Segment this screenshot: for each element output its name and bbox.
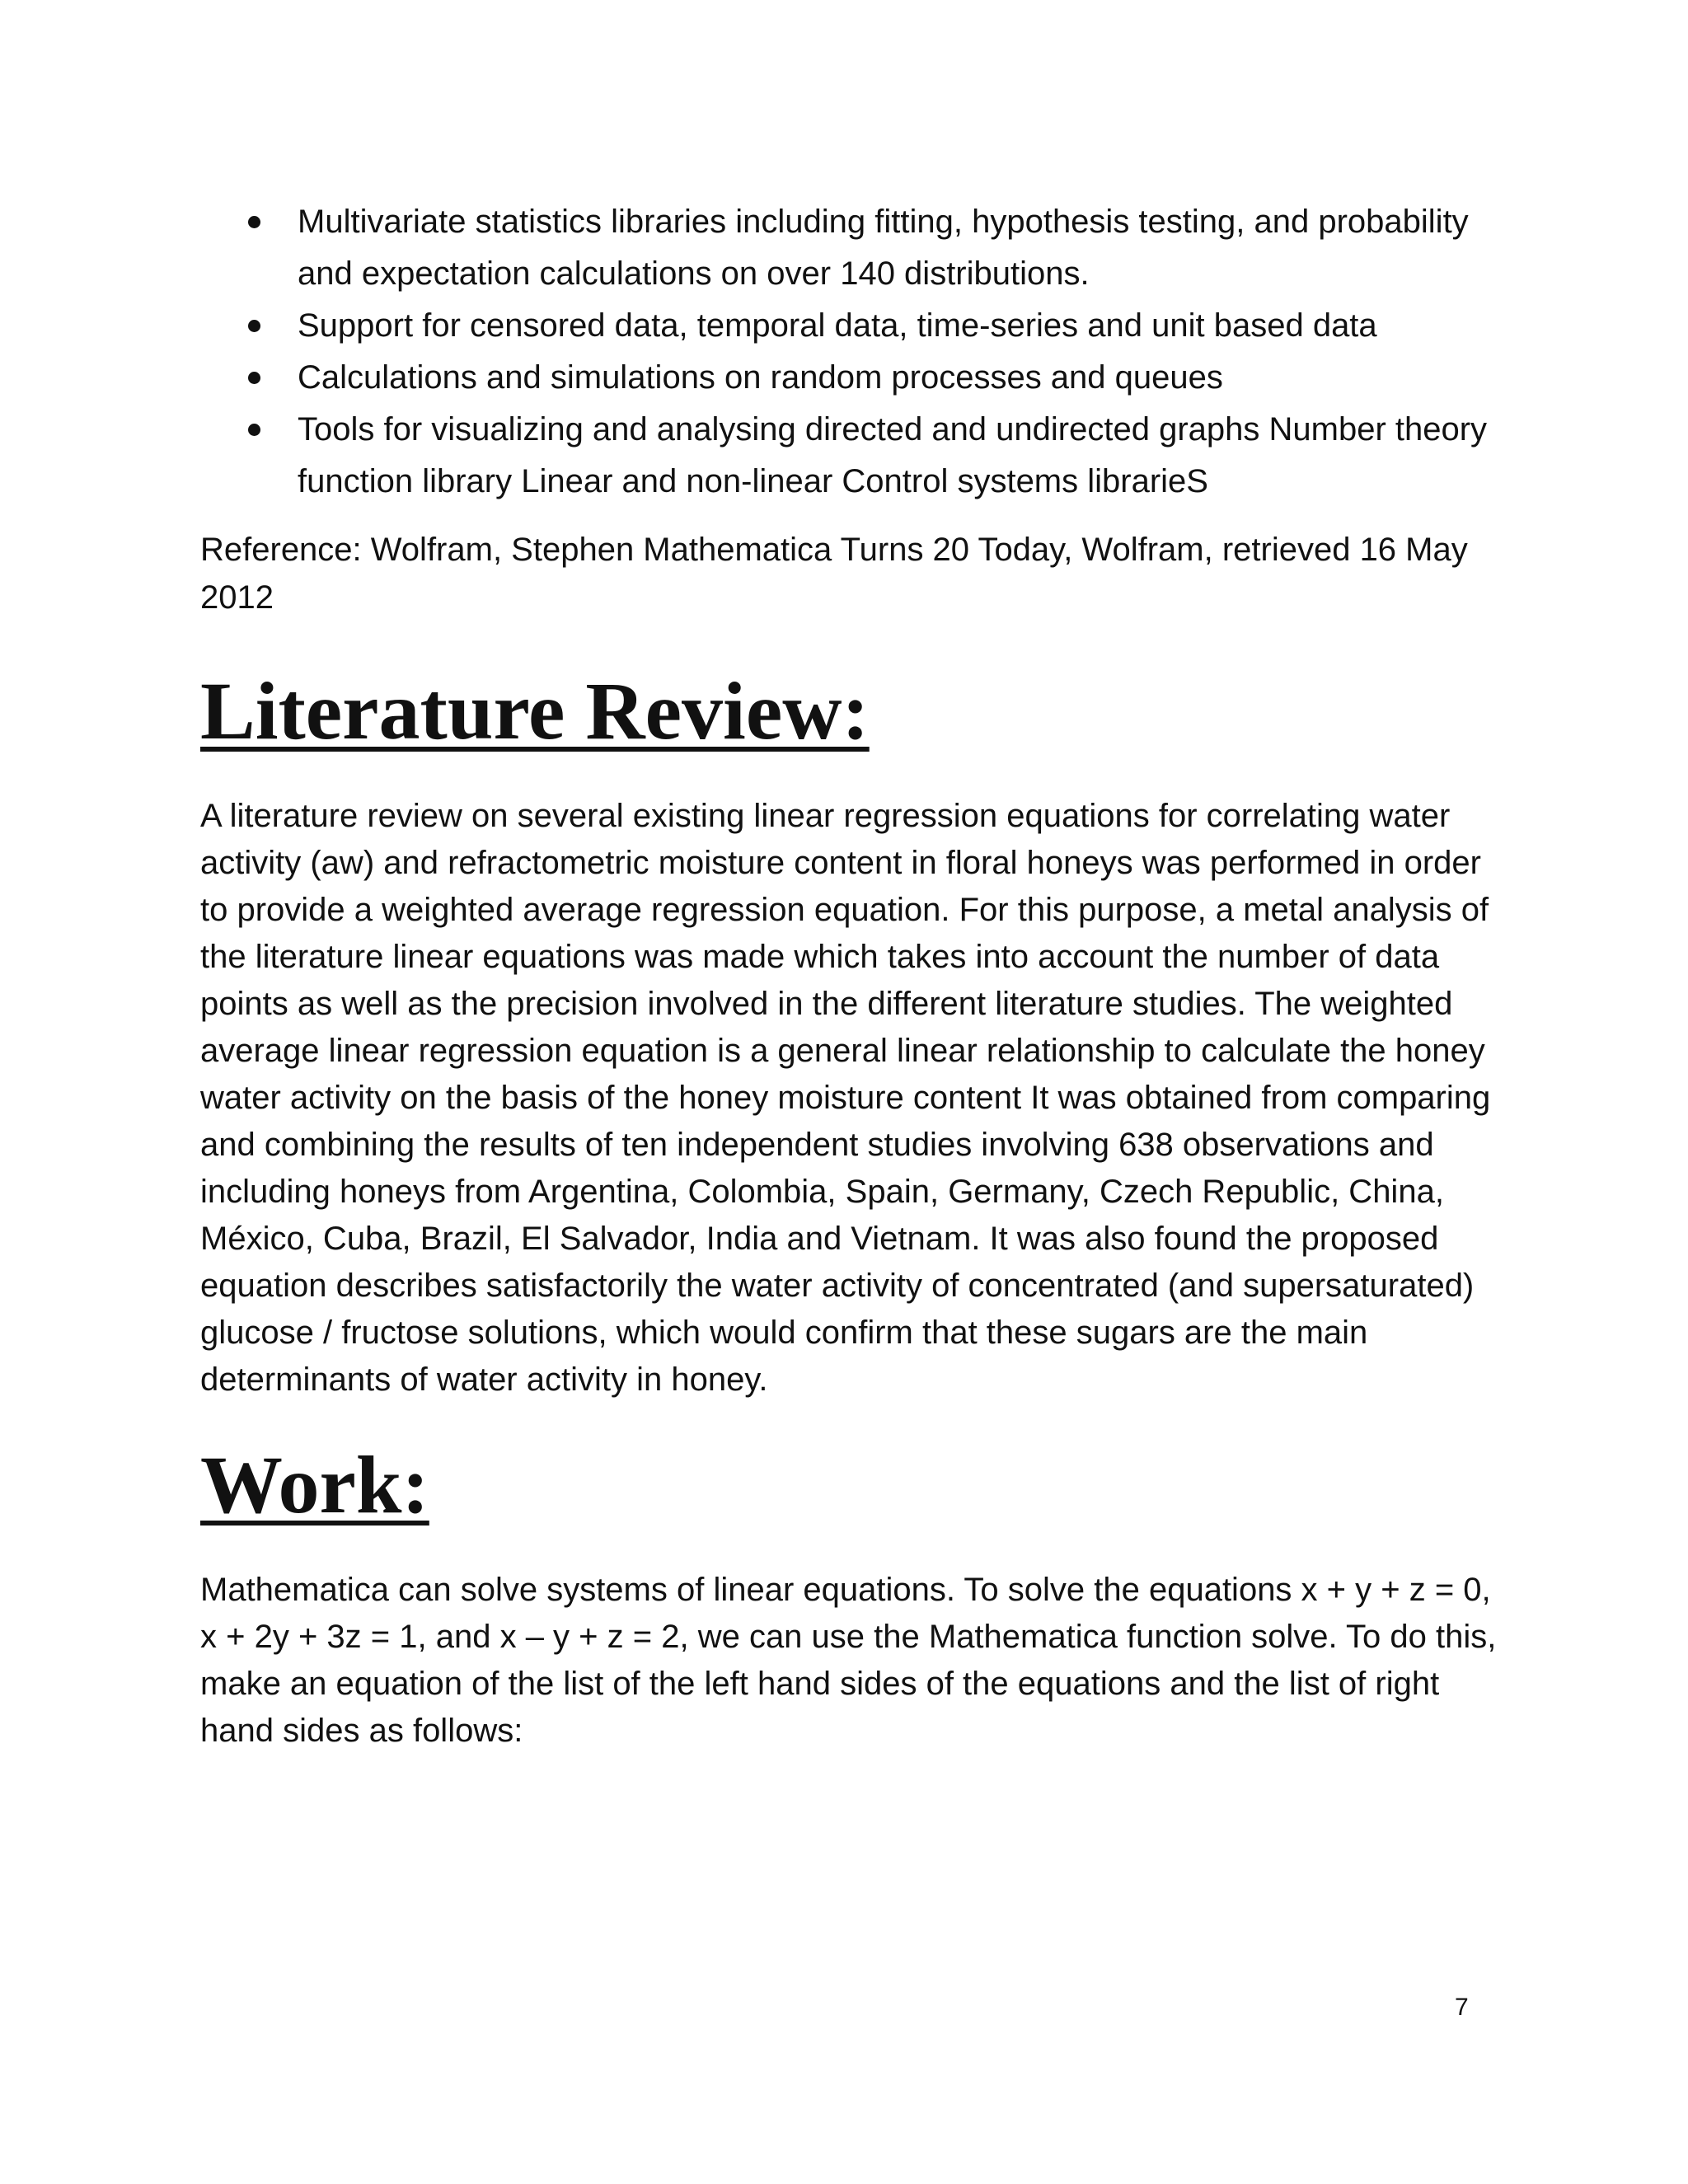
reference-citation: Reference: Wolfram, Stephen Mathematica Turns 20 Today, Wolfram, retrieved 16 May 2012 (200, 532, 1468, 616)
literature-review-heading-text: Literature Review: (200, 665, 870, 757)
work-paragraph: Mathematica can solve systems of linear equations. To solve the equations x + y + z = 0, x + 2y + 3z = 1, and x – y + z = 2, we can use the Mathematica function solve. To do this, make an equation of the list of the left hand sides of the equations and the list of right hand sides as follows: (200, 1572, 1497, 1749)
page-content (200, 196, 1511, 1755)
work-heading (200, 1436, 1511, 1534)
bullet-icon (248, 320, 260, 332)
list-item-text: Support for censored data, temporal data, time-series and unit based data (298, 307, 1377, 344)
work-heading-text: Work: (200, 1439, 429, 1530)
literature-review-heading (200, 663, 1511, 760)
list-item (200, 352, 1511, 404)
list-item (200, 404, 1511, 508)
list-item (200, 196, 1511, 300)
feature-bullet-list (200, 196, 1511, 508)
bullet-icon (248, 424, 260, 436)
literature-review-paragraph: A literature review on several existing linear regression equations for correlating water activity (aw) and refractometric moisture content in floral honeys was performed in order to provide a weighted average regression equation. For this purpose, a metal analysis of the literature linear equations was made which takes into account the number of data points as well as the precision involved in the different literature studies. The weighted average linear regression equation is a general linear relationship to calculate the honey water activity on the basis of the honey moisture content It was obtained from comparing and combining the results of ten independent studies involving 638 observations and including honeys from Argentina, Colombia, Spain, Germany, Czech Republic, China, México, Cuba, Brazil, El Salvador, India and Vietnam. It was also found the proposed equation describes satisfactorily the water activity of concentrated (and supersaturated) glucose / fructose solutions, which would confirm that these sugars are the main determinants of water activity in honey. (200, 798, 1491, 1398)
bullet-icon (248, 372, 260, 384)
page-number: 7 (1455, 1994, 1469, 2021)
list-item (200, 300, 1511, 352)
list-item-text: Calculations and simulations on random processes and queues (298, 359, 1223, 396)
bullet-icon (248, 216, 260, 228)
list-item-text: Multivariate statistics libraries including fitting, hypothesis testing, and probability and expectation calculations on over 140 distributions. (298, 204, 1469, 292)
list-item-text: Tools for visualizing and analysing directed and undirected graphs Number theory function library Linear and non-linear Control systems librarieS (298, 411, 1488, 499)
